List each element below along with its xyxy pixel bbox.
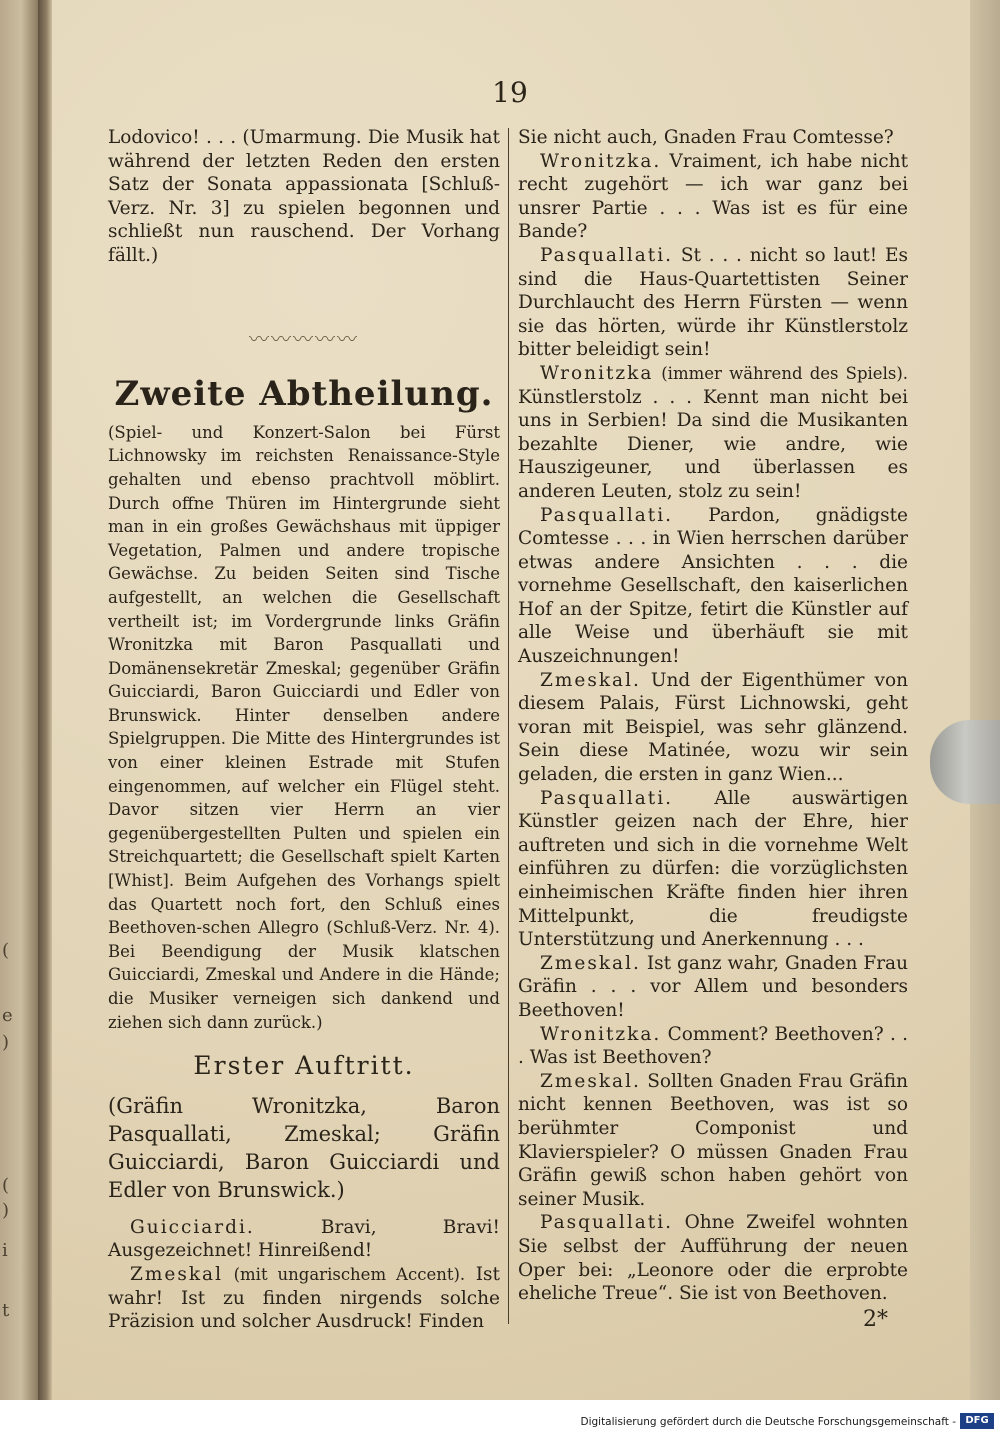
line-text: Bravi, Bravi! Ausgezeichnet! Hinreißend!	[108, 1216, 500, 1262]
edge-mark: (	[2, 940, 10, 961]
edge-mark: (	[2, 1175, 10, 1196]
speaker-name: Guicciardi.	[130, 1216, 255, 1238]
dialogue-line	[518, 1070, 908, 1212]
speaker-name: Zmeskal.	[540, 669, 641, 691]
line-text: Alle auswärtigen Künstler geizen nach der Ehre, hier auftreten und sich in die vornehme Welt einführen zu dürfen: die vorzüglichsten einheimischen Kräfte finden hier ihren Mittelpunkt, die freudigste Unterstützung und Anerkennung . . .	[518, 787, 908, 951]
stage-direction: (Spiel- und Konzert-Salon bei Fürst Lichnowsky im reichsten Renaissance-Style gehalten und ebenso prachtvoll möblirt. Durch offne Thüren im Hintergrunde sieht man in ein großes Gewächshaus mit üppiger Vegetation, Palmen und andere tropische Gewächse. Zu beiden Seiten sind Tische aufgestellt, an welchen die Gesellschaft vertheilt ist; im Vordergrunde links Gräfin Wronitzka mit Baron Pasquallati und Domänensekretär Zmeskal; gegenüber Gräfin Guicciardi, Baron Guicciardi und Edler von Brunswick. Hinter denselben andere Spielgruppen. Die Mitte des Hintergrundes ist von einer kleinen Estrade mit Stufen eingenommen, auf welcher ein Flügel steht. Davor sitzen vier Herrn an vier gegenübergestellten Pulten und spielen ein Streichquartett; die Gesellschaft spielt Karten [Whist]. Beim Aufgehen des Vorhangs spielt das Quartett noch fort, den Schluß eines Beethoven-schen Allegro (Schluß-Verz. Nr. 4). Bei Beendigung der Musik klatschen Guicciardi, Zmeskal und Andere in die Hände; die Musiker verneigen sich dankend und ziehen sich dann zurück.)	[108, 422, 500, 1032]
line-text: Sollten Gnaden Frau Gräfin nicht kennen Beethoven, was ist so berühmter Componist und Klavierspieler? O müssen Gnaden Frau Gräfin gewiß schon haben gehört von seiner Musik.	[518, 1070, 908, 1210]
column-divider	[508, 128, 509, 1324]
speaker-name: Zmeskal.	[540, 952, 641, 974]
edge-mark: )	[2, 1200, 10, 1221]
dialogue-line	[518, 362, 908, 504]
dialogue-line	[108, 1216, 500, 1263]
dfg-logo: DFG	[960, 1413, 994, 1429]
dialogue-line	[518, 787, 908, 952]
speaker-name: Pasquallati.	[540, 1212, 674, 1234]
section-title: Zweite Abtheilung.	[114, 374, 494, 415]
dialogue-line	[518, 244, 908, 362]
line-text: Und der Eigenthümer von diesem Palais, Fürst Lichnowski, geht voran mit Beispiel, was sehr glänzend. Sein diese Matinée, wozu wir sein geladen, die ersten in ganz Wien...	[518, 669, 908, 786]
left-column	[108, 126, 500, 1334]
signature-mark: 2*	[863, 1306, 888, 1332]
edge-mark: i	[2, 1240, 8, 1261]
stage-note: (immer während des Spiels).	[661, 363, 909, 383]
dialogue-line	[518, 150, 908, 244]
stage-note: (mit ungarischem Accent).	[233, 1264, 466, 1284]
digitization-footer	[0, 1400, 1000, 1434]
speaker-name: Pasquallati.	[540, 244, 674, 266]
speaker-name: Wronitzka.	[540, 1023, 662, 1045]
speaker-name: Wronitzka	[540, 362, 654, 384]
dialogue-line	[518, 952, 908, 1023]
continued-line: Sie nicht auch, Gnaden Frau Comtesse?	[518, 127, 894, 148]
edge-mark: t	[2, 1300, 10, 1321]
line-text: Comment? Beethoven? . . . Was ist Beethoven?	[518, 1023, 908, 1069]
scene-ending-paragraph: Lodovico! . . . (Umarmung. Die Musik hat während der letzten Reden den ersten Satz der Sonata appassionata [Schluß-Verz. Nr. 3] zu spielen begonnen und schließt nun rauschend. Der Vorhang fällt.)	[108, 127, 500, 266]
speaker-name: Zmeskal.	[540, 1070, 641, 1092]
footer-credit: Digitalisierung gefördert durch die Deutsche Forschungsgemeinschaft -	[580, 1416, 956, 1428]
line-text: Ohne Zweifel wohnten Sie selbst der Aufführung der neuen Oper bei: „Leonore oder die erprobte eheliche Treue“. Sie ist von Beethoven.	[518, 1212, 908, 1305]
page-edge-right	[970, 0, 1000, 1400]
cast-list: (Gräfin Wronitzka, Baron Pasquallati, Zmeskal; Gräfin Guicciardi, Baron Guicciardi und Edler von Brunswick.)	[108, 1093, 500, 1202]
ornament-divider: 〰〰〰〰〰	[249, 326, 359, 351]
line-text: Ist wahr! Ist zu finden nirgends solche Präzision und solcher Ausdruck! Finden	[108, 1263, 500, 1333]
speaker-name: Pasquallati.	[540, 504, 674, 526]
scanner-clip	[930, 720, 1000, 804]
line-text: Ist ganz wahr, Gnaden Frau Gräfin . . . vor Allem und besonders Beethoven!	[518, 952, 908, 1021]
edge-mark: )	[2, 1032, 10, 1053]
dialogue-line	[518, 1023, 908, 1070]
edge-mark: e	[2, 1005, 13, 1026]
speaker-name: Zmeskal	[130, 1263, 223, 1285]
speaker-name: Pasquallati.	[540, 787, 674, 809]
previous-page-edge	[0, 0, 38, 1400]
dialogue-line	[518, 1211, 908, 1305]
book-gutter	[38, 0, 52, 1400]
line-text: Künstlerstolz . . . Kennt man nicht bei uns in Serbien! Da sind die Musikanten bezahlte Diener, wie andre, wie Hauszigeuner, und überlassen es anderen Leuten, stolz zu sein!	[518, 386, 908, 502]
line-text: Pardon, gnädigste Comtesse . . . in Wien herrschen darüber etwas andere Ansichten . . . die vornehme Gesellschaft, den kaiserlichen Hof an der Spitze, fetirt die Künstler auf alle Weise und überhäuft sie mit Auszeichnungen!	[518, 504, 908, 668]
right-column	[518, 126, 908, 1331]
speaker-name: Wronitzka.	[540, 150, 662, 172]
dialogue-line	[108, 1263, 500, 1334]
line-text: St . . . nicht so laut! Es sind die Haus-Quartettisten Seiner Durchlaucht des Herrn Fürsten — wenn sie das hörten, würde ihr Künstlerstolz bitter beleidigt sein!	[518, 244, 908, 361]
dialogue-line	[518, 669, 908, 787]
page-number: 19	[492, 76, 528, 109]
line-text: Vraiment, ich habe nicht recht zugehört — ich war ganz bei unsrer Partie . . . Was ist es für eine Bande?	[518, 150, 908, 243]
dialogue-line	[518, 504, 908, 669]
scene-title: Erster Auftritt.	[193, 1051, 415, 1081]
